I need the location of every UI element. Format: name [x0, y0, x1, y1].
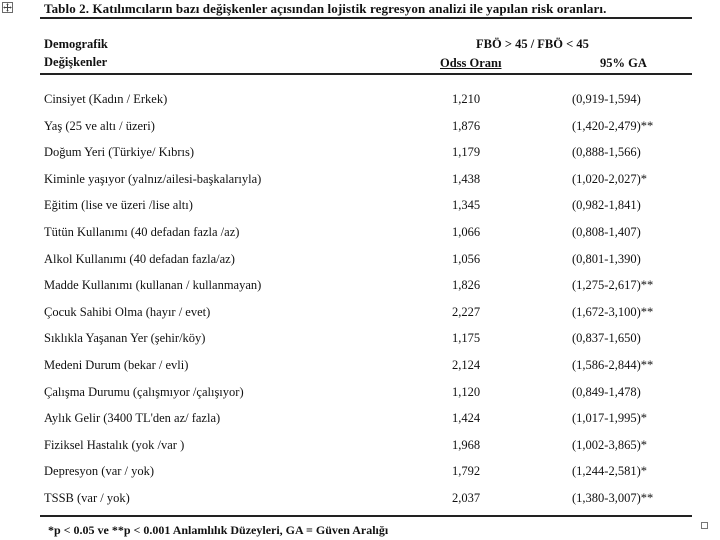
table-row	[0, 385, 720, 403]
footnote: *p < 0.05 ve **p < 0.001 Anlamlılık Düzeyleri, GA = Güven Aralığı	[48, 523, 389, 537]
row-odds-ratio: 2,037	[452, 491, 481, 505]
table-row	[0, 331, 720, 349]
column-header-odds: Odss Oranı	[440, 56, 502, 70]
row-confidence-interval: (1,020-2,027)*	[572, 171, 647, 186]
row-variable: Çocuk Sahibi Olma (hayır / evet)	[44, 304, 211, 319]
row-confidence-interval: (0,801-1,390)	[572, 251, 641, 266]
row-odds-ratio: 1,345	[452, 198, 481, 213]
row-variable: TSSB (var / yok)	[44, 491, 130, 505]
row-confidence-interval: (1,586-2,844)**	[572, 358, 654, 372]
table-row	[0, 305, 720, 323]
table-row	[0, 438, 720, 456]
table-row	[0, 119, 720, 137]
table-row	[0, 172, 720, 190]
row-odds-ratio: 1,120	[452, 384, 481, 399]
row-odds-ratio: 1,424	[452, 411, 481, 426]
row-variable: Kiminle yaşıyor (yalnız/ailesi-başkalarıyla)	[44, 171, 262, 186]
row-confidence-interval: (0,837-1,650)	[572, 331, 641, 346]
table-row	[0, 464, 720, 482]
row-confidence-interval: (1,275-2,617)**	[572, 278, 654, 293]
row-odds-ratio: 1,438	[452, 171, 481, 186]
table-row	[0, 358, 720, 376]
row-confidence-interval: (0,888-1,566)	[572, 145, 641, 160]
column-header-variable-line2: Değişkenler	[44, 55, 108, 69]
table-row	[0, 92, 720, 110]
column-header-variable-line1: Demografik	[44, 37, 108, 51]
row-confidence-interval: (0,808-1,407)	[572, 225, 641, 239]
row-variable: Medeni Durum (bekar / evli)	[44, 358, 189, 372]
column-header-ci: 95% GA	[600, 56, 647, 70]
row-odds-ratio: 1,175	[452, 331, 481, 346]
column-group-header: FBÖ > 45 / FBÖ < 45	[476, 37, 589, 51]
row-odds-ratio: 1,876	[452, 118, 481, 133]
table-row	[0, 225, 720, 243]
row-odds-ratio: 1,210	[452, 92, 481, 106]
table-row	[0, 411, 720, 429]
row-variable: Sıklıkla Yaşanan Yer (şehir/köy)	[44, 331, 206, 346]
row-confidence-interval: (1,244-2,581)*	[572, 464, 647, 479]
row-variable: Eğitim (lise ve üzeri /lise altı)	[44, 198, 193, 213]
row-variable: Fiziksel Hastalık (yok /var )	[44, 437, 185, 452]
row-odds-ratio: 2,227	[452, 304, 481, 319]
row-confidence-interval: (1,420-2,479)**	[572, 118, 654, 133]
table-row	[0, 145, 720, 163]
row-odds-ratio: 1,056	[452, 251, 481, 266]
row-variable: Çalışma Durumu (çalışmıyor /çalışıyor)	[44, 384, 244, 399]
row-odds-ratio: 1,792	[452, 464, 481, 479]
header-rule	[40, 73, 692, 75]
row-confidence-interval: (1,002-3,865)*	[572, 437, 647, 452]
resize-handle-icon[interactable]	[701, 522, 708, 529]
row-odds-ratio: 1,179	[452, 145, 481, 160]
row-odds-ratio: 1,968	[452, 437, 481, 452]
table-row	[0, 278, 720, 296]
top-rule	[40, 17, 692, 19]
table-title: Tablo 2. Katılımcıların bazı değişkenler açısından lojistik regresyon analizi ile yapılan risk oranları.	[44, 1, 607, 16]
row-variable: Madde Kullanımı (kullanan / kullanmayan)	[44, 278, 262, 293]
table-row	[0, 252, 720, 270]
row-odds-ratio: 2,124	[452, 358, 481, 372]
row-odds-ratio: 1,826	[452, 278, 481, 293]
table-row	[0, 198, 720, 216]
row-variable: Doğum Yeri (Türkiye/ Kıbrıs)	[44, 145, 194, 160]
row-variable: Tütün Kullanımı (40 defadan fazla /az)	[44, 225, 240, 239]
row-variable: Aylık Gelir (3400 TL'den az/ fazla)	[44, 411, 221, 426]
row-variable: Cinsiyet (Kadın / Erkek)	[44, 92, 168, 106]
row-confidence-interval: (0,849-1,478)	[572, 384, 641, 399]
row-confidence-interval: (1,380-3,007)**	[572, 491, 654, 505]
bottom-rule	[40, 515, 692, 517]
row-confidence-interval: (0,982-1,841)	[572, 198, 641, 213]
row-confidence-interval: (1,017-1,995)*	[572, 411, 647, 426]
row-variable: Yaş (25 ve altı / üzeri)	[44, 118, 155, 133]
row-variable: Depresyon (var / yok)	[44, 464, 155, 479]
row-odds-ratio: 1,066	[452, 225, 481, 239]
row-variable: Alkol Kullanımı (40 defadan fazla/az)	[44, 251, 235, 266]
row-confidence-interval: (1,672-3,100)**	[572, 304, 654, 319]
table-row	[0, 491, 720, 509]
move-handle-icon[interactable]	[2, 2, 13, 13]
row-confidence-interval: (0,919-1,594)	[572, 92, 641, 106]
